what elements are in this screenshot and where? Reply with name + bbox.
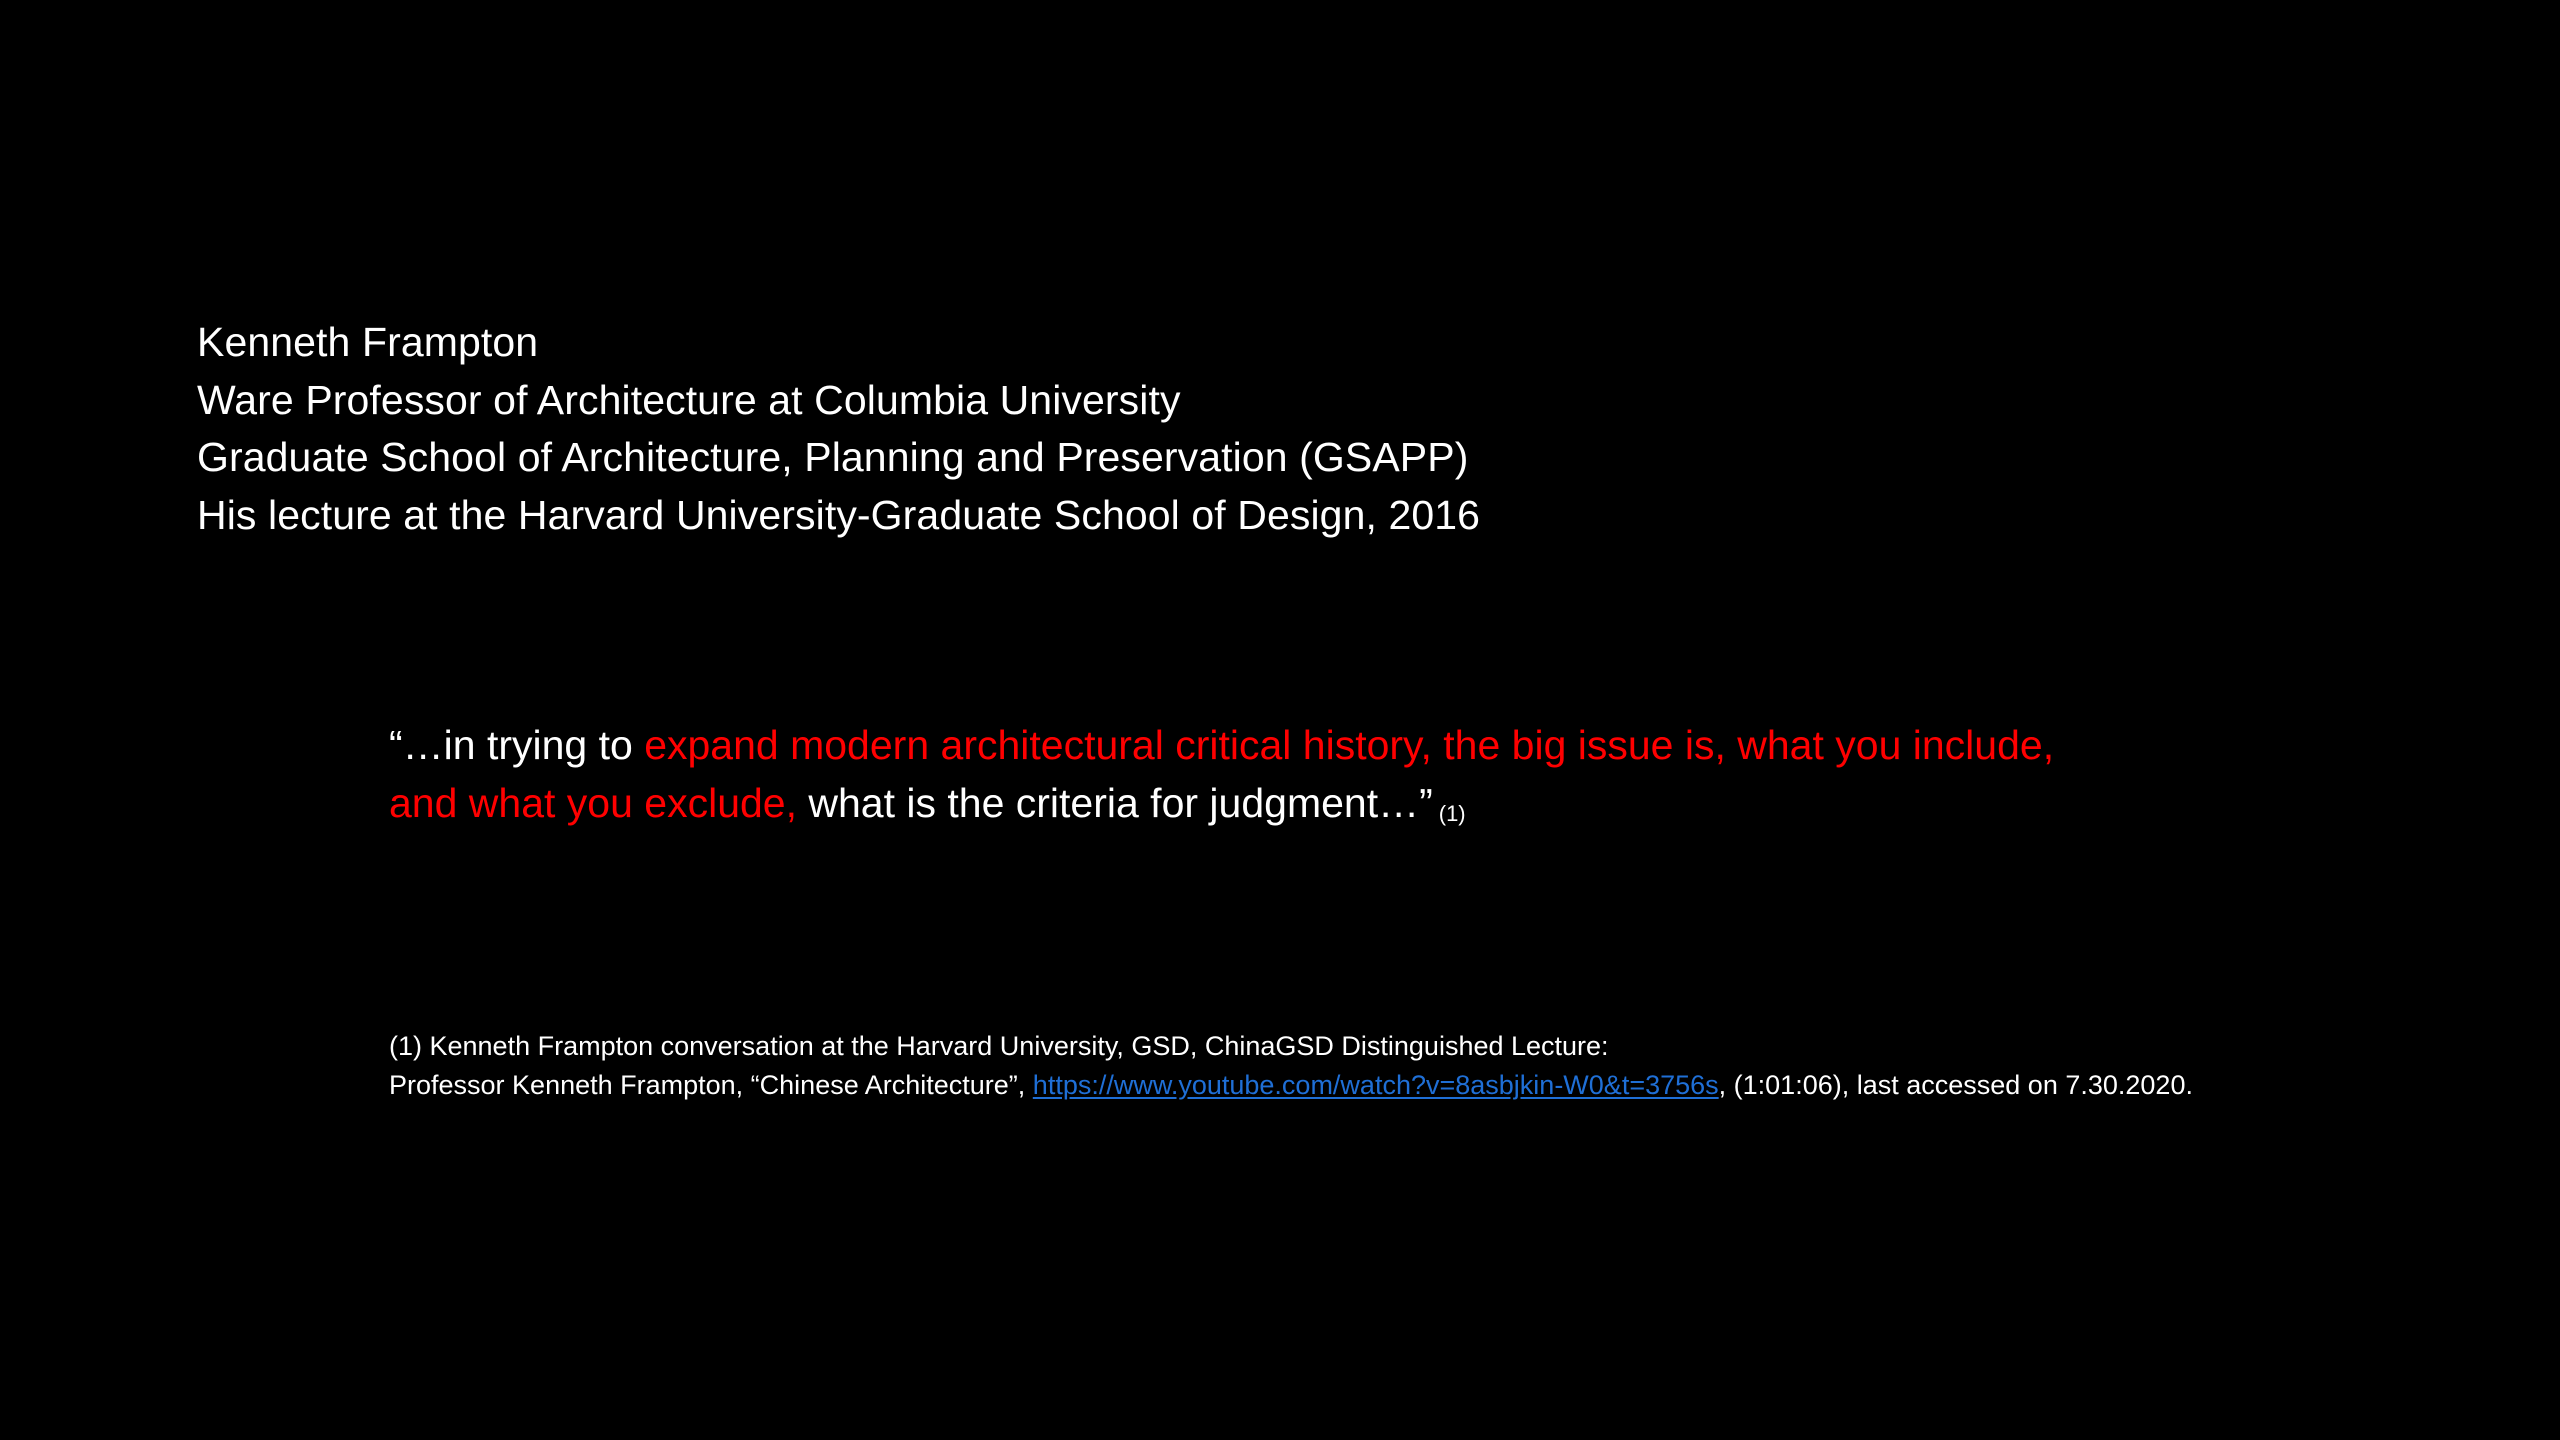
- footnote-line-2: [389, 1066, 2489, 1105]
- footnote: [389, 1027, 2489, 1105]
- lecture-event: His lecture at the Harvard University-Graduate School of Design, 2016: [197, 491, 1481, 538]
- quote-line-1: [389, 717, 2289, 775]
- footnote-reference-marker: (1): [1438, 800, 1466, 826]
- speaker-info: [197, 314, 1897, 544]
- speaker-title: Ware Professor of Architecture at Columbia University: [197, 376, 1181, 423]
- quote: [389, 717, 2289, 838]
- speaker-school: Graduate School of Architecture, Planning and Preservation (GSAPP): [197, 434, 1469, 480]
- quote-close-text: what is the criteria for judgment…”: [797, 779, 1433, 826]
- youtube-link[interactable]: https://www.youtube.com/watch?v=8asbjkin-W0&t=3756s: [1032, 1070, 1719, 1100]
- quote-highlight-1: expand modern architectural critical history, the big issue is, what you include,: [644, 722, 2055, 768]
- footnote-access-info: , (1:01:06), last accessed on 7.30.2020.: [1718, 1070, 2193, 1100]
- speaker-name: Kenneth Frampton: [197, 319, 539, 365]
- quote-open-text: “…in trying to: [389, 722, 645, 768]
- footnote-line-1: (1) Kenneth Frampton conversation at the Harvard University, GSD, ChinaGSD Distinguished Lecture:: [389, 1031, 1609, 1061]
- footnote-citation-text: Professor Kenneth Frampton, “Chinese Architecture”,: [389, 1070, 1033, 1100]
- quote-line-2: [389, 775, 2289, 839]
- quote-highlight-2: and what you exclude,: [389, 779, 797, 826]
